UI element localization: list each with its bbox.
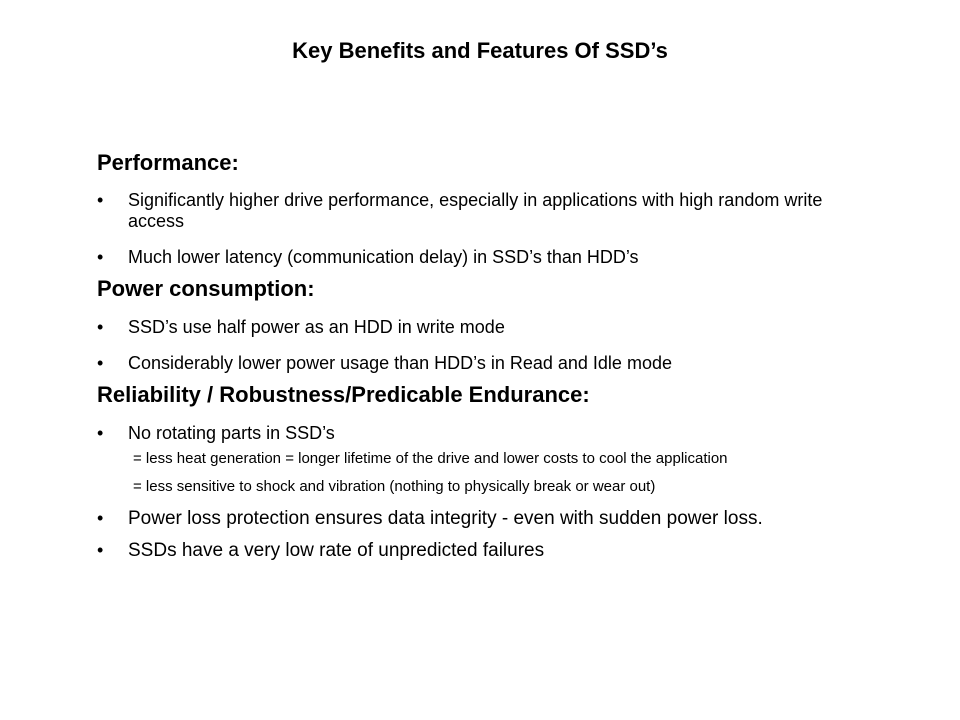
bullet-point-icon: • — [97, 540, 104, 561]
sub-item-text: = less sensitive to shock and vibration (nothing to physically break or wear out) — [133, 477, 656, 495]
bullet-text: Significantly higher drive performance, especially in applications with high random write access — [128, 190, 823, 232]
bullet-text: Considerably lower power usage than HDD’s in Read and Idle mode — [128, 352, 672, 373]
bullet-text: SSDs have a very low rate of unpredicted failures — [128, 540, 545, 562]
slide-content — [97, 150, 877, 562]
bullet-point-icon: • — [97, 507, 104, 528]
bullet-item — [97, 540, 877, 562]
bullet-text: No rotating parts in SSD’s — [128, 422, 335, 443]
bullet-text: SSD’s use half power as an HDD in write mode — [128, 316, 505, 337]
bullet-item — [97, 190, 877, 231]
bullet-point-icon: • — [97, 246, 104, 267]
bullet-item — [97, 247, 877, 268]
section-heading-performance: Performance: — [97, 150, 239, 175]
sub-item-text: = less heat generation = longer lifetime of the drive and lower costs to cool the application — [133, 450, 728, 468]
bullet-text: Power loss protection ensures data integrity - even with sudden power loss. — [128, 507, 763, 529]
bullet-point-icon: • — [97, 422, 104, 443]
bullet-text: Much lower latency (communication delay) in SSD’s than HDD’s — [128, 246, 639, 267]
bullet-item — [97, 353, 877, 374]
bullet-point-icon: • — [97, 316, 104, 337]
bullet-item — [97, 317, 877, 338]
section-heading-power: Power consumption: — [97, 276, 315, 302]
slide-title: Key Benefits and Features Of SSD’s — [292, 38, 668, 63]
bullet-point-icon: • — [97, 190, 104, 211]
bullet-item — [97, 508, 877, 529]
section-heading-reliability: Reliability / Robustness/Predicable Endurance: — [97, 382, 590, 408]
bullet-item — [97, 423, 877, 444]
bullet-point-icon: • — [97, 352, 104, 373]
